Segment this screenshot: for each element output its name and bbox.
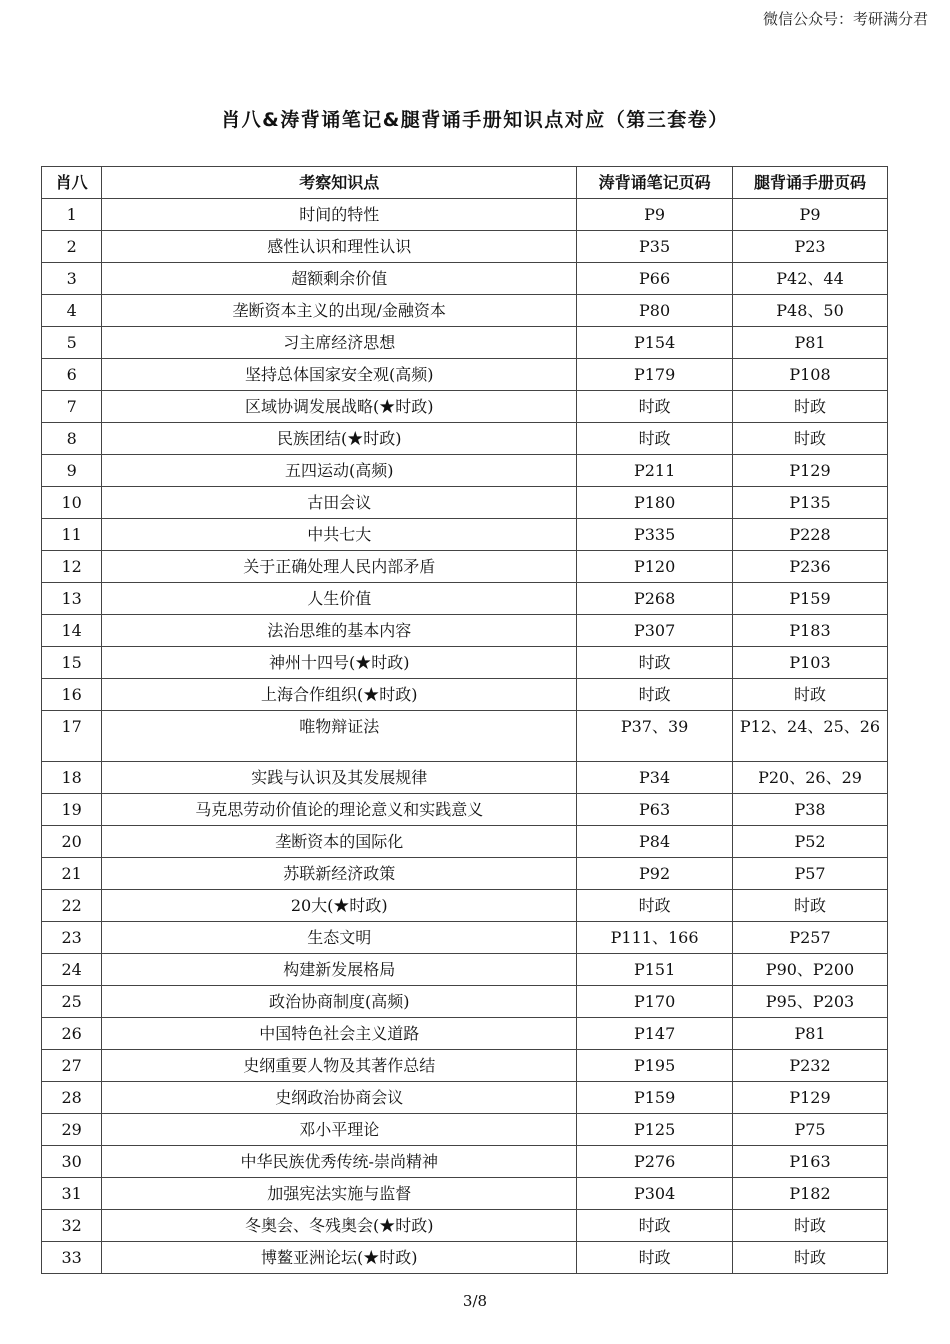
cell-topic: 人生价值 [102,583,577,615]
cell-no: 16 [42,679,102,711]
cell-tui-page: P163 [733,1146,888,1178]
cell-tui-page: P23 [733,231,888,263]
table-row [42,826,888,858]
table-row [42,1178,888,1210]
table-row [42,1082,888,1114]
cell-topic: 唯物辩证法 [102,711,577,762]
cell-no: 12 [42,551,102,583]
cell-tao-page: 时政 [577,423,733,455]
cell-no: 31 [42,1178,102,1210]
cell-tui-page: P48、50 [733,295,888,327]
cell-no: 21 [42,858,102,890]
cell-tui-page: P81 [733,1018,888,1050]
cell-tao-page: P170 [577,986,733,1018]
table-header-row [42,167,888,199]
cell-topic: 超额剩余价值 [102,263,577,295]
table-body [42,199,888,1274]
cell-tui-page: P52 [733,826,888,858]
cell-tui-page: 时政 [733,423,888,455]
table-row [42,615,888,647]
table-row [42,199,888,231]
cell-no: 4 [42,295,102,327]
table-row [42,922,888,954]
cell-tao-page: P34 [577,762,733,794]
cell-no: 26 [42,1018,102,1050]
table-row [42,551,888,583]
cell-no: 3 [42,263,102,295]
cell-tui-page: P75 [733,1114,888,1146]
cell-topic: 垄断资本主义的出现/金融资本 [102,295,577,327]
cell-tui-page: P232 [733,1050,888,1082]
table-row [42,231,888,263]
cell-topic: 垄断资本的国际化 [102,826,577,858]
cell-topic: 时间的特性 [102,199,577,231]
cell-tao-page: P37、39 [577,711,733,762]
cell-tao-page: P307 [577,615,733,647]
cell-topic: 政治协商制度(高频) [102,986,577,1018]
cell-topic: 法治思维的基本内容 [102,615,577,647]
cell-tao-page: 时政 [577,1210,733,1242]
table-row [42,954,888,986]
cell-tao-page: P304 [577,1178,733,1210]
cell-topic: 中华民族优秀传统-崇尚精神 [102,1146,577,1178]
cell-tui-page: P57 [733,858,888,890]
cell-tao-page: P335 [577,519,733,551]
cell-no: 5 [42,327,102,359]
cell-no: 20 [42,826,102,858]
cell-tui-page: P236 [733,551,888,583]
cell-topic: 关于正确处理人民内部矛盾 [102,551,577,583]
cell-no: 10 [42,487,102,519]
table-row [42,1210,888,1242]
cell-no: 7 [42,391,102,423]
table-row [42,455,888,487]
cell-topic: 冬奥会、冬残奥会(★时政) [102,1210,577,1242]
cell-no: 9 [42,455,102,487]
cell-no: 2 [42,231,102,263]
table-row [42,1050,888,1082]
cell-topic: 上海合作组织(★时政) [102,679,577,711]
cell-tao-page: P111、166 [577,922,733,954]
knowledge-point-table [41,166,888,1274]
cell-no: 23 [42,922,102,954]
cell-topic: 邓小平理论 [102,1114,577,1146]
cell-topic: 习主席经济思想 [102,327,577,359]
cell-topic: 史纲重要人物及其著作总结 [102,1050,577,1082]
cell-topic: 博鳌亚洲论坛(★时政) [102,1242,577,1274]
table-row [42,1018,888,1050]
cell-no: 22 [42,890,102,922]
table-row [42,487,888,519]
cell-tao-page: P159 [577,1082,733,1114]
cell-tao-page: 时政 [577,1242,733,1274]
header-no: 肖八 [42,167,102,199]
cell-no: 17 [42,711,102,762]
cell-topic: 20大(★时政) [102,890,577,922]
cell-topic: 神州十四号(★时政) [102,647,577,679]
cell-no: 6 [42,359,102,391]
cell-topic: 五四运动(高频) [102,455,577,487]
cell-no: 14 [42,615,102,647]
cell-tao-page: P92 [577,858,733,890]
cell-topic: 中国特色社会主义道路 [102,1018,577,1050]
cell-no: 13 [42,583,102,615]
cell-topic: 实践与认识及其发展规律 [102,762,577,794]
cell-tao-page: P125 [577,1114,733,1146]
cell-tui-page: P81 [733,327,888,359]
header-topic: 考察知识点 [102,167,577,199]
cell-tao-page: P9 [577,199,733,231]
table-row [42,986,888,1018]
cell-topic: 古田会议 [102,487,577,519]
cell-tao-page: P35 [577,231,733,263]
cell-tui-page: 时政 [733,890,888,922]
cell-tao-page: P179 [577,359,733,391]
cell-tui-page: P108 [733,359,888,391]
cell-tui-page: P129 [733,455,888,487]
cell-tui-page: 时政 [733,1242,888,1274]
cell-no: 19 [42,794,102,826]
cell-no: 30 [42,1146,102,1178]
table-row [42,858,888,890]
cell-no: 33 [42,1242,102,1274]
cell-topic: 构建新发展格局 [102,954,577,986]
table-row [42,679,888,711]
cell-tao-page: P151 [577,954,733,986]
header-tui-handbook-page: 腿背诵手册页码 [733,167,888,199]
cell-tui-page: 时政 [733,679,888,711]
cell-tui-page: P183 [733,615,888,647]
cell-tui-page: P38 [733,794,888,826]
table-row [42,890,888,922]
cell-tui-page: P9 [733,199,888,231]
table-row [42,519,888,551]
cell-topic: 区域协调发展战略(★时政) [102,391,577,423]
cell-no: 29 [42,1114,102,1146]
cell-no: 27 [42,1050,102,1082]
cell-tao-page: P276 [577,1146,733,1178]
table-row [42,762,888,794]
cell-topic: 感性认识和理性认识 [102,231,577,263]
cell-tao-page: P195 [577,1050,733,1082]
table-row [42,1146,888,1178]
table-row [42,295,888,327]
cell-tui-page: 时政 [733,1210,888,1242]
cell-no: 25 [42,986,102,1018]
table-row [42,647,888,679]
cell-tui-page: P90、P200 [733,954,888,986]
cell-no: 18 [42,762,102,794]
cell-tui-page: P103 [733,647,888,679]
page-number: 3/8 [462,1292,488,1310]
cell-topic: 史纲政治协商会议 [102,1082,577,1114]
table-row [42,423,888,455]
cell-tui-page: P129 [733,1082,888,1114]
cell-tui-page: P257 [733,922,888,954]
header-note: 微信公众号：考研满分君 [762,10,928,28]
cell-tao-page: 时政 [577,647,733,679]
cell-tui-page: 时政 [733,391,888,423]
document-title: 肖八&涛背诵笔记&腿背诵手册知识点对应（第三套卷） [221,109,729,131]
cell-tao-page: 时政 [577,890,733,922]
table-row [42,359,888,391]
cell-topic: 民族团结(★时政) [102,423,577,455]
cell-topic: 生态文明 [102,922,577,954]
cell-tui-page: P182 [733,1178,888,1210]
table-row [42,263,888,295]
table-row [42,794,888,826]
header-tao-notes-page: 涛背诵笔记页码 [577,167,733,199]
cell-tao-page: P120 [577,551,733,583]
cell-topic: 坚持总体国家安全观(高频) [102,359,577,391]
cell-tui-page: P42、44 [733,263,888,295]
cell-tao-page: P211 [577,455,733,487]
cell-tao-page: 时政 [577,391,733,423]
cell-tao-page: P268 [577,583,733,615]
table-row [42,711,888,762]
cell-tao-page: P180 [577,487,733,519]
table-row [42,327,888,359]
cell-topic: 中共七大 [102,519,577,551]
cell-tui-page: P159 [733,583,888,615]
cell-tao-page: P154 [577,327,733,359]
cell-tao-page: P84 [577,826,733,858]
table-row [42,1114,888,1146]
table-row [42,1242,888,1274]
cell-no: 28 [42,1082,102,1114]
cell-tao-page: P63 [577,794,733,826]
cell-no: 24 [42,954,102,986]
table-row [42,583,888,615]
cell-no: 11 [42,519,102,551]
cell-tui-page: P12、24、25、26 [733,711,888,762]
cell-tui-page: P228 [733,519,888,551]
cell-tao-page: 时政 [577,679,733,711]
cell-tui-page: P135 [733,487,888,519]
cell-tao-page: P66 [577,263,733,295]
cell-no: 8 [42,423,102,455]
cell-tao-page: P80 [577,295,733,327]
cell-tui-page: P20、26、29 [733,762,888,794]
cell-topic: 苏联新经济政策 [102,858,577,890]
cell-no: 32 [42,1210,102,1242]
cell-no: 1 [42,199,102,231]
cell-topic: 马克思劳动价值论的理论意义和实践意义 [102,794,577,826]
cell-tui-page: P95、P203 [733,986,888,1018]
cell-topic: 加强宪法实施与监督 [102,1178,577,1210]
cell-tao-page: P147 [577,1018,733,1050]
cell-no: 15 [42,647,102,679]
table-row [42,391,888,423]
